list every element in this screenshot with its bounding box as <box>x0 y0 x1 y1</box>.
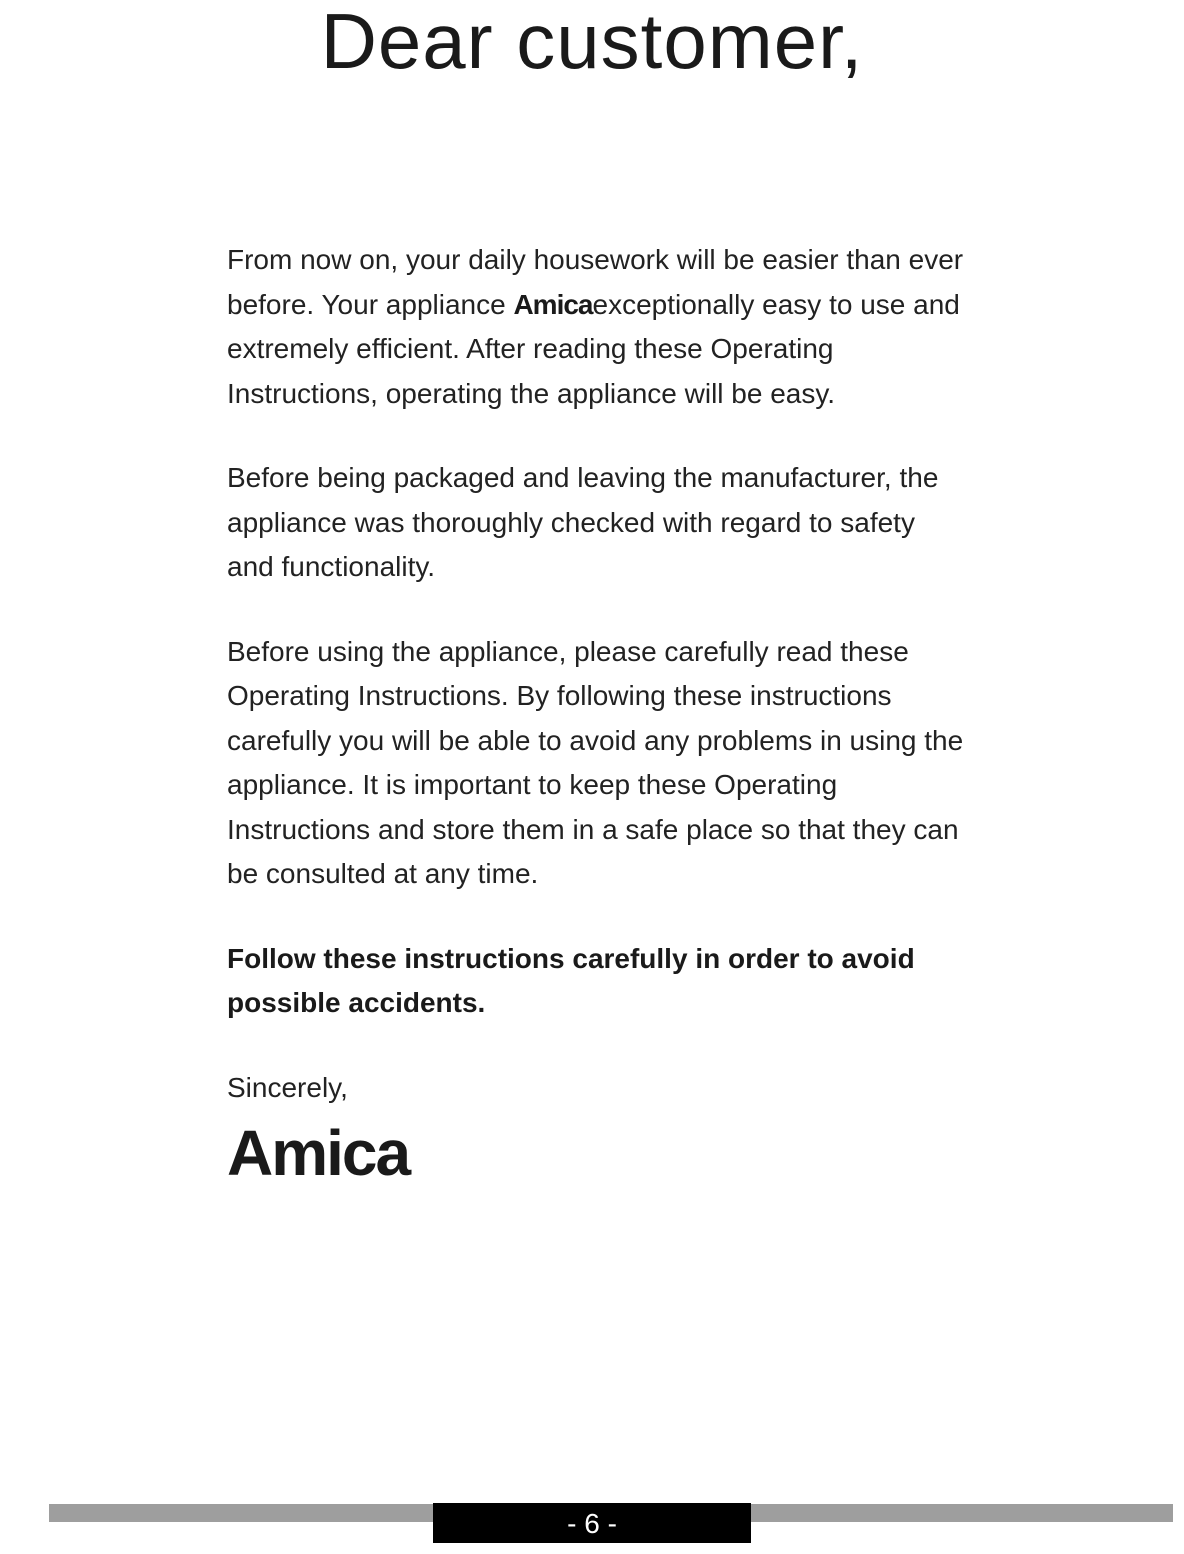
intro-text-end: exceptionally easy to use and extremely efficient. After reading these Operating Instructions, operating the appliance will be easy. <box>227 288 960 409</box>
page-number: - 6 - <box>433 1503 751 1543</box>
letter-body <box>227 238 967 1184</box>
paragraph-intro <box>227 238 967 416</box>
paragraph-warning: Follow these instructions carefully in order to avoid possible accidents. <box>227 942 915 1018</box>
intro-text-start: From now on, your daily housework will be easier than ever before. Your appliance <box>227 244 964 320</box>
paragraph-inspection: Before being packaged and leaving the manufacturer, the appliance was thoroughly checked with regard to safety and functionality. <box>227 462 939 582</box>
amica-logo <box>227 1120 423 1184</box>
inline-brand-logo: Amica <box>513 288 593 320</box>
amica-logo-text: Amica <box>227 1120 410 1184</box>
signoff: Sincerely, <box>227 1071 348 1103</box>
paragraph-read-instructions: Before using the appliance, please carefully read these Operating Instructions. By following these instructions carefully you will be able to avoid any problems in using the appliance. It is important to keep these Operating Instructions and store them in a safe place so that they can be consulted at any time. <box>227 635 964 889</box>
page-title: Dear customer, <box>320 0 864 85</box>
